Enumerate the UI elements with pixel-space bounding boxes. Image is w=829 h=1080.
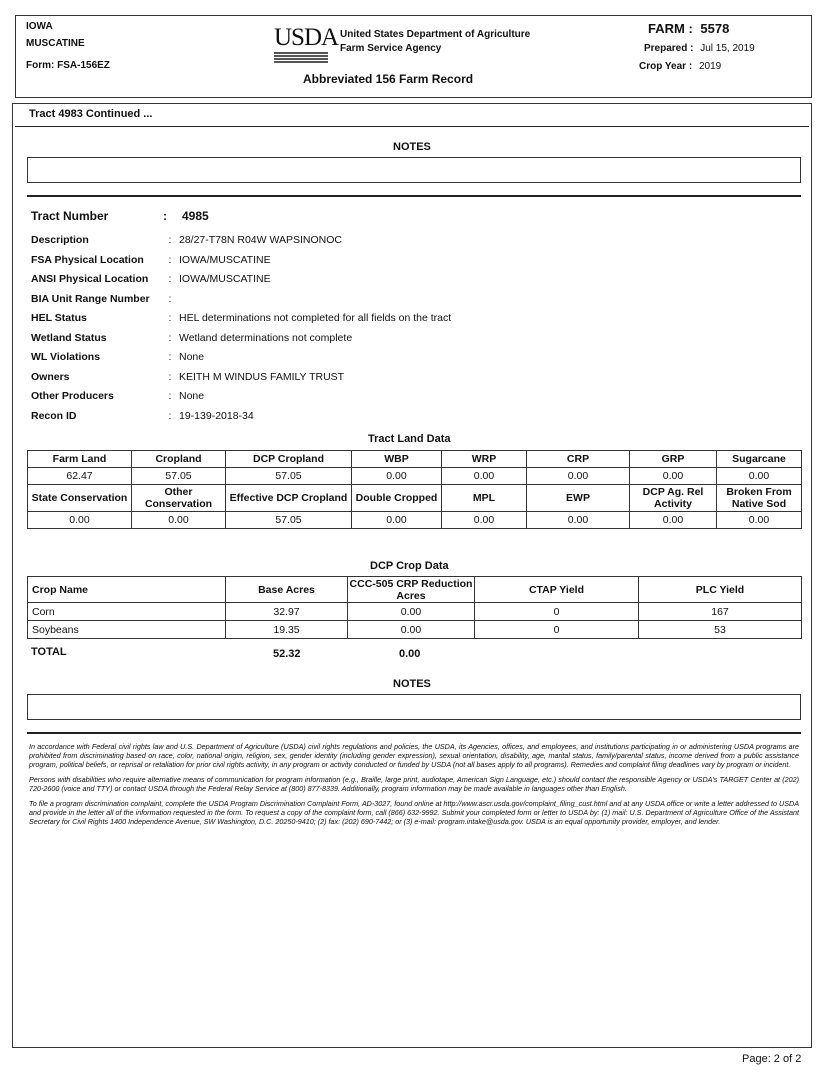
tract-field-colon: : [168,312,172,324]
land-cell: 0.00 [527,512,630,529]
crop-cell: 0.00 [348,621,475,639]
land-column-header: Double Cropped [352,485,442,512]
land-cell: 0.00 [717,468,802,485]
land-column-header: CRP [527,451,630,468]
document-title: Abbreviated 156 Farm Record [303,72,474,86]
tract-field-label: Description [31,234,89,246]
land-cell: 0.00 [442,512,527,529]
crop-cell: 0 [475,603,639,621]
tract-field-row [31,407,451,427]
crop-cell: Corn [28,603,226,621]
tract-field-label: BIA Unit Range Number [31,292,150,305]
tract-number-value: 4985 [182,209,209,223]
farm-label: FARM : [648,21,693,36]
usda-logo-text: USDA [274,24,339,51]
land-column-header: Other Conservation [132,485,226,512]
land-cell: 0.00 [630,512,717,529]
tract-field-colon: : [168,390,172,402]
agency-line-1: United States Department of Agriculture [340,29,531,40]
tract-field-row [31,270,451,290]
crop-cell: 0 [475,621,639,639]
land-column-header: Cropland [132,451,226,468]
tract-field-value: HEL determinations not completed for all fields on the tract [179,312,452,324]
total-ccc-acres: 0.00 [399,648,421,660]
tract-field-value: IOWA/MUSCATINE [179,273,271,285]
tract-field-label: Owners [31,370,70,383]
tract-field-label: WL Violations [31,351,101,363]
usda-logo-stripes [274,52,328,64]
land-column-header: Sugarcane [717,451,802,468]
tract-field-colon: : [168,409,172,422]
tract-field-row [31,231,451,251]
tract-field-value: Wetland determinations not complete [179,331,353,344]
crop-cell: 167 [639,603,802,621]
tract-field-colon: : [168,331,172,344]
crop-cell: 19.35 [226,621,348,639]
state-name: IOWA [26,21,53,32]
land-table-row [28,485,802,512]
tract-field-label: ANSI Physical Location [31,273,149,285]
tract-field-row [31,387,451,407]
disclaimer-paragraph: To file a program discrimination complaint, complete the USDA Program Discrimination Complaint Form, AD-3027, found online at http://www.ascr.usda.gov/complaint_filing_cust.html and at any USDA office or write a letter addressed to USDA and provide in the letter all of the information requested in the form. To request a copy of the complaint form, call (866) 632-9992. Submit your completed form or letter to USDA by: (1) mail: U.S. Department of Agriculture Office of the Assistant Secretary for Civil Rights 1400 Independence Avenue, SW Washington, D.C. 20250-9410; (2) fax: (202) 690-7442; or (3) e-mail: program.intake@usda.gov. USDA is an equal opportunity provider, employer, and lender. [29,799,799,826]
crop-column-header: Crop Name [28,577,226,603]
tract-field-value: 28/27-T78N R04W WAPSINONOC [179,234,342,246]
land-column-header: WBP [352,451,442,468]
land-column-header: Farm Land [28,451,132,468]
tract-field-value: KEITH M WINDUS FAMILY TRUST [179,370,345,383]
form-value: FSA-156EZ [57,60,110,71]
usda-logo [274,24,339,66]
notes-title: NOTES [393,141,431,153]
tract-field-label: HEL Status [31,312,87,324]
crop-table-header-row [28,577,802,603]
crop-year-label: Crop Year : [639,61,693,72]
tract-field-value: 19-139-2018-34 [179,409,254,422]
divider [27,732,801,734]
crop-column-header: CTAP Yield [475,577,639,603]
tract-field-colon: : [168,292,172,305]
tract-number-colon: : [163,209,167,223]
crop-column-header: CCC-505 CRP Reduction Acres [348,577,475,603]
land-cell: 62.47 [28,468,132,485]
land-column-header: DCP Ag. Rel Activity [630,485,717,512]
land-column-header: Effective DCP Cropland [226,485,352,512]
tract-field-label: FSA Physical Location [31,253,144,266]
crop-cell: Soybeans [28,621,226,639]
land-column-header: WRP [442,451,527,468]
land-cell: 0.00 [352,512,442,529]
notes-box [27,694,801,720]
tract-field-colon: : [168,253,172,266]
tract-field-row [31,348,451,368]
crop-year [639,61,721,72]
tract-field-colon: : [168,234,172,246]
tract-field-label: Other Producers [31,390,114,402]
land-column-header: GRP [630,451,717,468]
tract-land-table [27,450,802,529]
crop-column-header: PLC Yield [639,577,802,603]
land-cell: 0.00 [132,512,226,529]
form-header [15,15,812,98]
notes-title: NOTES [393,678,431,690]
dcp-crop-table [27,576,802,639]
land-column-header: EWP [527,485,630,512]
land-cell: 0.00 [28,512,132,529]
tract-field-label: Wetland Status [31,331,107,344]
land-cell: 0.00 [527,468,630,485]
crop-cell: 0.00 [348,603,475,621]
crop-table-row [28,603,802,621]
farm-number [648,21,729,36]
tract-field-value: None [179,351,205,363]
disclaimer-paragraph: Persons with disabilities who require alternative means of communication for program information (e.g., Braille, large print, audiotape, American Sign Language, etc.) should contact the responsible Agency or USDA's TARGET Center at (202) 720-2600 (voice and TTY) or contact USDA through the Federal Relay Service at (800) 877-8339. Additionally, program information may be made available in languages other than English. [29,775,799,793]
prepared-value: Jul 15, 2019 [700,43,755,54]
form-number [26,60,110,71]
tract-details [31,231,451,426]
prepared-label: Prepared : [644,43,694,54]
land-column-header: DCP Cropland [226,451,352,468]
farm-value: 5578 [700,21,730,36]
notes-box [27,157,801,183]
land-cell: 57.05 [132,468,226,485]
land-cell: 0.00 [717,512,802,529]
land-data-title: Tract Land Data [368,433,451,445]
tract-field-row [31,309,451,329]
tract-field-row [31,290,451,310]
prepared-date [644,43,755,54]
tract-field-colon: : [168,370,172,383]
crop-data-title: DCP Crop Data [370,560,449,572]
continued-title: Tract 4983 Continued ... [29,108,153,120]
total-label: TOTAL [31,646,67,658]
land-table-row [28,451,802,468]
record-body [12,103,812,1048]
crop-cell: 32.97 [226,603,348,621]
agency-line-2: Farm Service Agency [340,43,442,54]
tract-field-colon: : [168,351,172,363]
total-base-acres: 52.32 [273,648,301,660]
divider [27,195,801,197]
land-cell: 0.00 [630,468,717,485]
county-name: MUSCATINE [26,38,85,49]
land-cell: 57.05 [226,468,352,485]
page-number: Page: 2 of 2 [742,1053,802,1065]
land-cell: 0.00 [352,468,442,485]
land-table-row [28,512,802,529]
crop-year-value: 2019 [698,61,722,72]
crop-table-row [28,621,802,639]
tract-field-value: None [179,390,205,402]
tract-field-row [31,368,451,388]
civil-rights-disclaimer [29,742,799,832]
tract-field-row [31,251,451,271]
land-table-row [28,468,802,485]
land-column-header: MPL [442,485,527,512]
tract-field-row [31,329,451,349]
tract-field-value: IOWA/MUSCATINE [179,253,271,266]
form-label: Form: [26,60,55,71]
tract-field-colon: : [168,273,172,285]
divider [15,126,809,127]
disclaimer-paragraph: In accordance with Federal civil rights law and U.S. Department of Agriculture (USDA) civil rights regulations and policies, the USDA, its Agencies, offices, and employees, and institutions participating in or administering USDA programs are prohibited from discriminating based on race, color, national origin, religion, sex, gender identity (including gender expression), sexual orientation, disability, age, marital status, family/parental status, income derived from a public assistance program, political beliefs, or reprisal or retaliation for prior civil rights activity, in any program or activity conducted or funded by USDA (not all bases apply to all programs). Remedies and complaint filing deadlines vary by program or incident. [29,742,799,769]
land-cell: 57.05 [226,512,352,529]
land-cell: 0.00 [442,468,527,485]
land-column-header: Broken From Native Sod [717,485,802,512]
tract-field-label: Recon ID [31,409,77,422]
crop-column-header: Base Acres [226,577,348,603]
land-column-header: State Conservation [28,485,132,512]
crop-cell: 53 [639,621,802,639]
tract-number-label: Tract Number [31,209,109,223]
